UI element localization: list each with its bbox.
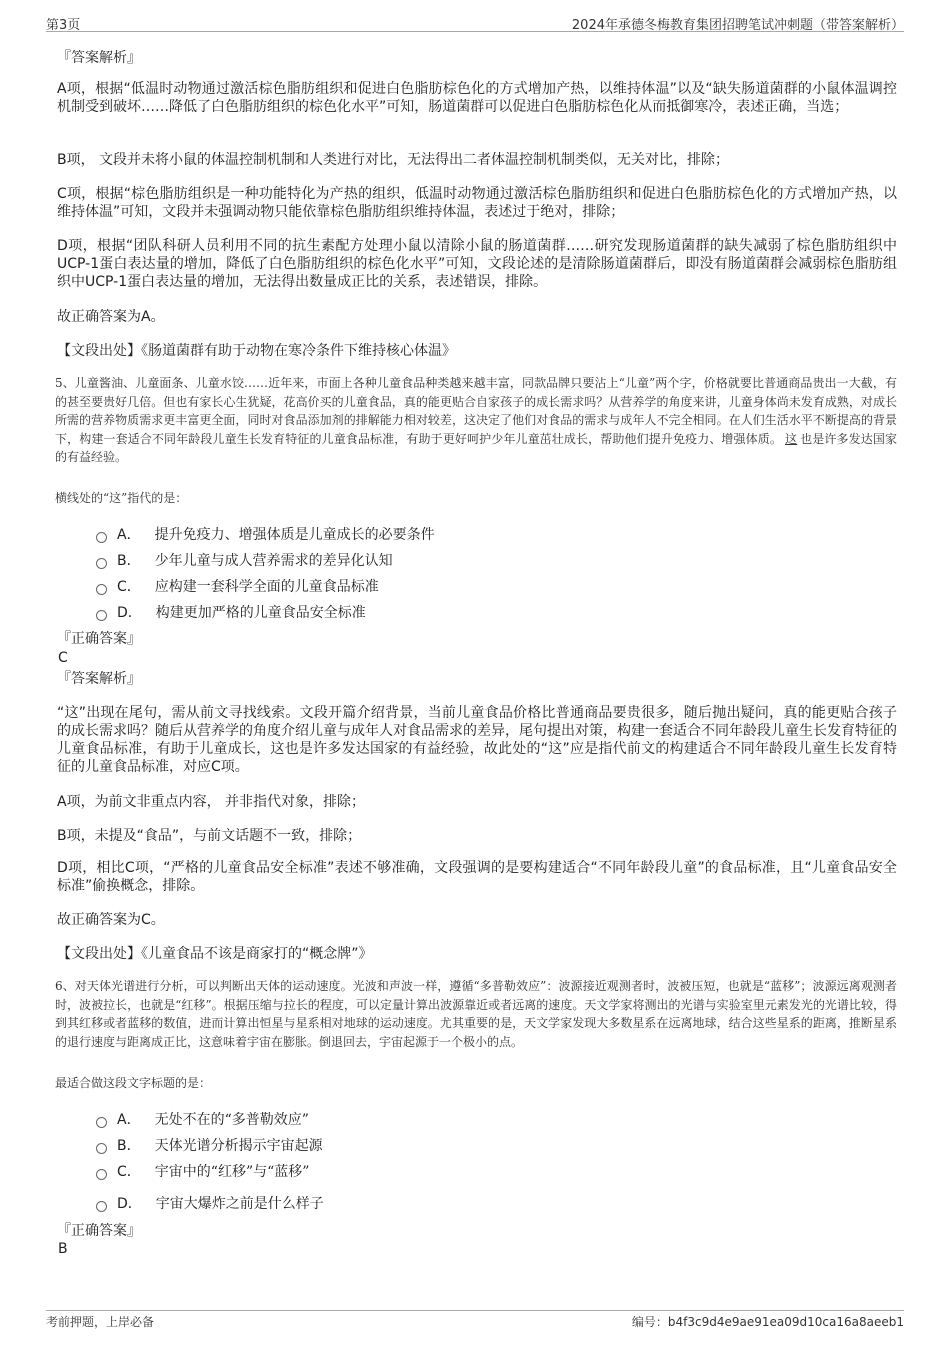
q4-analysis-b: B项， 文段并未将小鼠的体温控制机制和人类进行对比，无法得出二者体温控制机制类似，无关对比，排除； [57,152,730,168]
radio-icon[interactable] [96,1201,107,1212]
footer-code-value: b4f3c9d4e9ae91ea09d10ca16a8aeeb1 [667,1315,904,1329]
q6-option-c[interactable]: C． 宇宙中的“红移”与“蓝移” [96,1161,309,1181]
q4-analysis-c: C项，根据“棕色脂肪组织是一种功能特化为产热的组织，低温时动物通过激活棕色脂肪组织和促进白色脂肪棕色化的方式增加产热，以维持体温”可知，文段并未强调动物只能依靠棕色脂肪组织维持体温，表述过于绝对，排除； [57,186,897,220]
q6-answer: B [58,1241,68,1257]
q5-option-c[interactable]: C． 应构建一套科学全面的儿童食品标准 [96,576,379,596]
q6-passage: 6、对天体光谱进行分析，可以判断出天体的运动速度。光波和声波一样，遵循“多普勒效应”：波源接近观测者时，波被压短，也就是“蓝移”；波源远离观测者时，波被拉长，也就是“红移”。根据压缩与拉长的程度，可以定量计算出波源靠近或者远离的速度。天文学家将测出的光谱与实验室里元素发光的光谱比较，得到其红移或者蓝移的数值，进而计算出恒星与星系相对地球的运动速度。尤其重要的是，天文学家发现大多数星系在远离地球，结合这些星系的距离，推断星系的退行速度与距离成正比，这意味着宇宙在膨胀。倒退回去，宇宙起源于一个极小的点。 [55,979,897,1049]
q6-option-b[interactable]: B． 天体光谱分析揭示宇宙起源 [96,1135,323,1155]
q6-option-a[interactable]: A． 无处不在的“多普勒效应” [96,1109,309,1129]
q5-conclusion: 故正确答案为C。 [57,912,165,928]
q6-answer-label: 『正确答案』 [57,1223,141,1239]
q4-analysis-a: A项，根据“低温时动物通过激活棕色脂肪组织和促进白色脂肪棕色化的方式增加产热，以维持体温”以及“缺失肠道菌群的小鼠体温调控机制受到破坏……降低了白色脂肪组织的棕色化水平”可知，肠道菌群可以促进白色脂肪棕色化从而抵御寒冷，表述正确，当选； [57,81,897,115]
q4-conclusion: 故正确答案为A。 [57,309,165,325]
radio-icon[interactable] [96,584,107,595]
q5-answer: C [58,650,68,666]
q5-option-b[interactable]: B． 少年儿童与成人营养需求的差异化认知 [96,550,393,570]
q5-option-a[interactable]: A． 提升免疫力、增强体质是儿童成长的必要条件 [96,524,435,544]
q5-analysis-a: A项，为前文非重点内容， 并非指代对象，排除； [57,794,366,810]
q5-passage-before: 5、儿童酱油、儿童面条、儿童水饺……近年来，市面上各种儿童食品种类越来越丰富，同款品牌只要沾上“儿童”两个字，价格就要比普通商品贵出一大截，有的甚至要贵好几倍。但也有家长心生犹疑，花高价买的儿童食品，真的能更贴合自家孩子的成长需求吗？从营养学的角度来讲，儿童身体尚未发育成熟，对成长所需的营养物质需求更丰富更全面，同时对食品添加剂的排解能力相对较差，这决定了他们对食品的需求与成年人不完全相同。在人们生活水平不断提高的背景下，构建一套适合不同年龄段儿童生长发育特征的儿童食品标准，有助于更好呵护少年儿童茁壮成长，帮助他们提升免疫力、增强体质。 [55,376,897,446]
header-divider [46,31,904,32]
document-title: 2024年承德冬梅教育集团招聘笔试冲刺题（带答案解析） [571,18,904,33]
q5-analysis: “这”出现在尾句，需从前文寻找线索。文段开篇介绍背景，当前儿童食品价格比普通商品要贵很多，随后抛出疑问，真的能更贴合孩子的成长需求吗？随后从营养学的角度介绍儿童与成年人对食品需求的差异，尾句提出对策，构建一套适合不同年龄段儿童生长发育特征的儿童食品标准，有助于儿童成长，这也是许多发达国家的有益经验，故此处的“这”应是指代前文的构建适合不同年龄段儿童生长发育特征的儿童食品标准，对应C项。 [57,705,897,775]
radio-icon[interactable] [96,1143,107,1154]
radio-icon[interactable] [96,610,107,621]
footer-slogan: 考前押题，上岸必备 [46,1315,155,1329]
q4-source: 【文段出处】《肠道菌群有助于动物在寒冷条件下维持核心体温》 [57,343,456,359]
q5-prompt: 横线处的“这”指代的是： [55,491,188,505]
q5-passage-after: 也是许多发达国家的有益经验。 [55,431,897,464]
q4-analysis-d: D项，根据“团队科研人员利用不同的抗生素配方处理小鼠以清除小鼠的肠道菌群……研究发现肠道菌群的缺失减弱了棕色脂肪组织中UCP-1蛋白表达量的增加，降低了白色脂肪组织的棕色化水平”可知，文段论述的是清除肠道菌群后，即没有肠道菌群会减弱棕色脂肪组织中UCP-1蛋白表达量的增加，无法得出数量成正比的关系，表述错误，排除。 [57,238,897,290]
q5-option-d[interactable]: D． 构建更加严格的儿童食品安全标准 [96,602,366,622]
q5-answer-label: 『正确答案』 [57,631,141,647]
radio-icon[interactable] [96,1117,107,1128]
q5-underlined-word: 这 [785,431,798,446]
q6-prompt: 最适合做这段文字标题的是： [55,1076,212,1090]
radio-icon[interactable] [96,1169,107,1180]
radio-icon[interactable] [96,532,107,543]
q6-option-d[interactable]: D． 宇宙大爆炸之前是什么样子 [96,1193,324,1213]
radio-icon[interactable] [96,558,107,569]
q5-source: 【文段出处】《儿童食品不该是商家打的“概念牌”》 [57,946,373,962]
footer-divider [46,1310,904,1311]
q5-analysis-b: B项，未提及“食品”，与前文话题不一致，排除； [57,828,362,844]
page-number: 第3页 [46,18,81,33]
q5-passage [55,374,897,467]
q4-analysis-label: 『答案解析』 [57,50,141,66]
footer-code-label: 编号： [631,1315,668,1329]
q5-analysis-label: 『答案解析』 [57,671,141,687]
q5-analysis-d: D项，相比C项，“严格的儿童食品安全标准”表述不够准确，文段强调的是要构建适合“不同年龄段儿童”的食品标准，且“儿童食品安全标准”偷换概念，排除。 [57,860,897,894]
footer-code [632,1313,904,1330]
